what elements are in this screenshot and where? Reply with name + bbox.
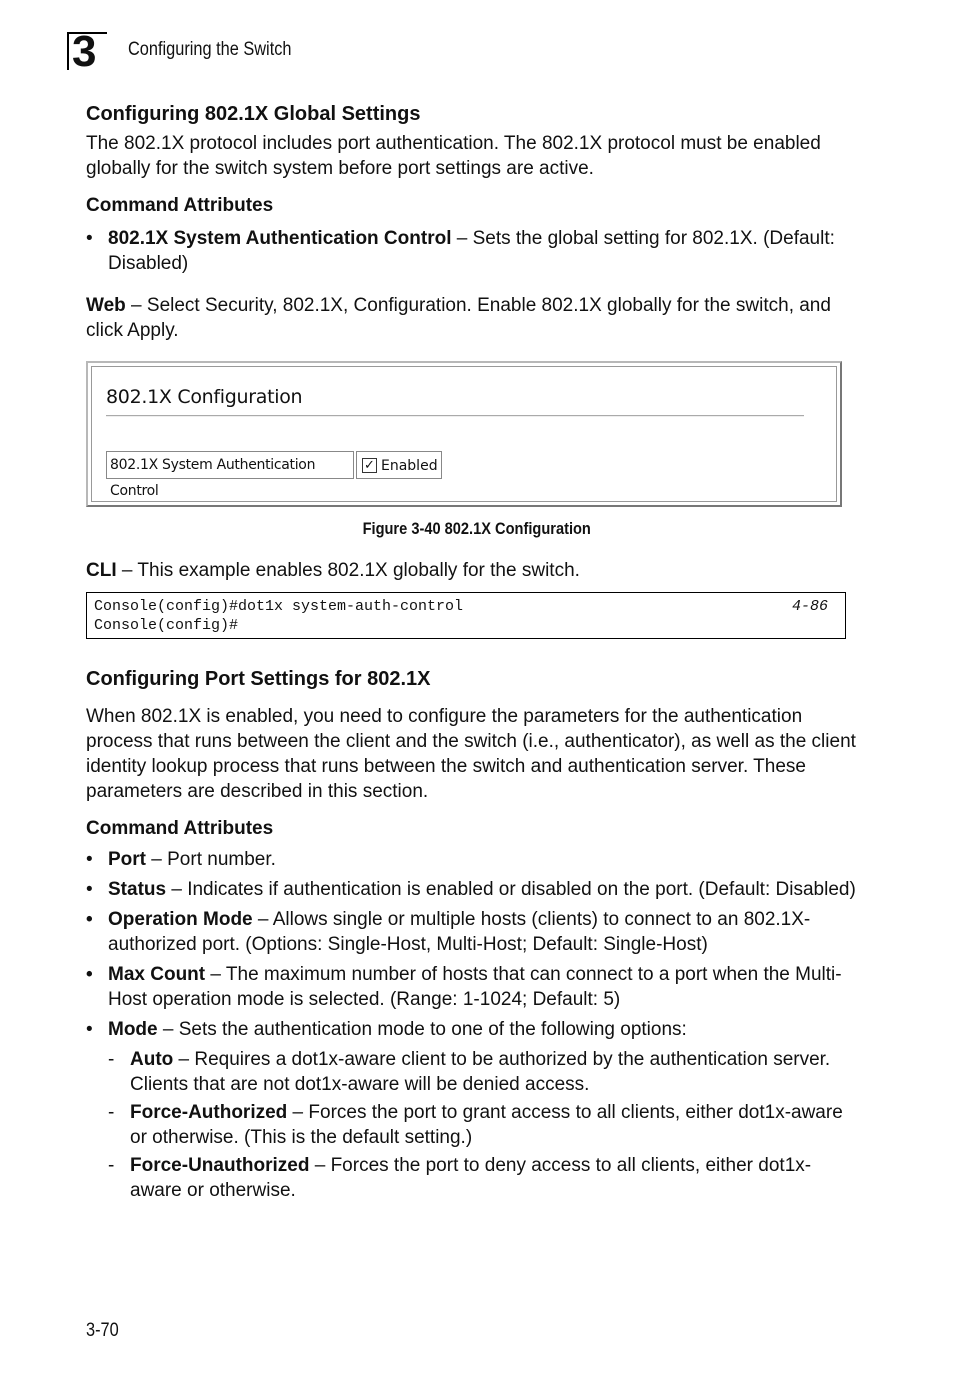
code-line: Console(config)# (94, 617, 239, 634)
panel-title: 802.1X Configuration (106, 386, 303, 408)
dash-marker: - (108, 1102, 115, 1123)
command-attributes-heading: Command Attributes (86, 195, 274, 216)
list-item (86, 1017, 856, 1042)
attribute-desc: – Port number. (146, 849, 276, 870)
dash-marker: - (108, 1155, 115, 1176)
bullet-icon: • (86, 879, 93, 900)
attribute-desc: – Sets the authentication mode to one of the following options: (157, 1019, 687, 1040)
attribute-term: 802.1X System Authentication Control (108, 228, 452, 249)
page-number: 3-70 (86, 1320, 119, 1341)
section-heading: Configuring Port Settings for 802.1X (86, 668, 431, 690)
list-item (86, 877, 856, 902)
bullet-icon: • (86, 1019, 93, 1040)
checkmark-icon: ✓ (364, 457, 375, 472)
dash-marker: - (108, 1049, 115, 1070)
cli-term: CLI (86, 560, 117, 581)
bullet-icon: • (86, 228, 93, 249)
attribute-desc: – Sets the global setting for 802.1X. (Default: Disabled) (108, 228, 835, 274)
attribute-list (86, 226, 856, 276)
list-item (86, 1047, 856, 1097)
section-global-settings (86, 101, 856, 343)
option-desc: – Forces the port to grant access to all clients, either dot1x-aware or otherwise. (This is the default setting.) (130, 1102, 843, 1148)
cli-intro (86, 558, 856, 583)
section-intro: When 802.1X is enabled, you need to configure the parameters for the authentication process that runs between the client and the switch (i.e., authenticator), as well as the client identity lookup process that runs between the switch and authentication server. These parameters are described in this section. (86, 706, 856, 802)
attribute-desc: – The maximum number of hosts that can connect to a port when the Multi-Host operation mode is selected. (Range: 1-1024; Default: 5) (108, 964, 842, 1010)
figure-screenshot-panel (86, 361, 842, 507)
list-item (86, 847, 856, 872)
list-item (86, 962, 856, 1012)
web-text: – Select Security, 802.1X, Configuration. Enable 802.1X globally for the switch, and click Apply. (86, 295, 831, 341)
web-term: Web (86, 295, 126, 316)
bullet-icon: • (86, 909, 93, 930)
command-reference: 4-86 (791, 598, 828, 615)
panel-divider (106, 415, 804, 417)
enabled-checkbox[interactable] (362, 458, 377, 473)
code-block (86, 592, 846, 639)
figure-frame (91, 366, 837, 502)
section-intro: The 802.1X protocol includes port authentication. The 802.1X protocol must be enabled globally for the switch system before port settings are active. (86, 133, 821, 179)
option-desc: – Forces the port to deny access to all clients, either dot1x-aware or otherwise. (130, 1155, 812, 1201)
section-port-settings (86, 666, 856, 1206)
attribute-term: Max Count (108, 964, 206, 985)
figure-caption: Figure 3-40 802.1X Configuration (362, 519, 592, 538)
mode-options-list (86, 1047, 856, 1203)
enabled-checkbox-cell[interactable] (356, 451, 442, 479)
checkbox-label: Enabled (381, 458, 438, 474)
command-attributes-heading: Command Attributes (86, 818, 274, 839)
attribute-desc: – Allows single or multiple hosts (clients) to connect to an 802.1X-authorized port. (Options: Single-Host, Multi-Host; Default: Single-Host) (108, 909, 811, 955)
attribute-desc: – Indicates if authentication is enabled or disabled on the port. (Default: Disabled) (166, 879, 856, 900)
field-label: 802.1X System Authentication Control (106, 451, 354, 479)
attribute-list (86, 847, 856, 1042)
bullet-icon: • (86, 849, 93, 870)
attribute-term: Mode (108, 1019, 158, 1040)
option-desc: – Requires a dot1x-aware client to be authorized by the authentication server. Clients that are not dot1x-aware will be denied access. (130, 1049, 831, 1095)
web-instructions (86, 293, 856, 343)
option-term: Auto (130, 1049, 174, 1070)
attribute-term: Port (108, 849, 146, 870)
option-term: Force-Authorized (130, 1102, 288, 1123)
bullet-icon: • (86, 964, 93, 985)
list-item (86, 1153, 856, 1203)
chapter-number: 3 (72, 27, 97, 76)
list-item (86, 907, 856, 957)
list-item (86, 226, 856, 276)
code-line: Console(config)#dot1x system-auth-control 4-86 (94, 598, 828, 615)
attribute-term: Status (108, 879, 167, 900)
running-title: Configuring the Switch (128, 39, 292, 60)
cli-text: – This example enables 802.1X globally for the switch. (116, 560, 580, 581)
section-heading: Configuring 802.1X Global Settings (86, 103, 421, 125)
attribute-term: Operation Mode (108, 909, 253, 930)
option-term: Force-Unauthorized (130, 1155, 310, 1176)
list-item (86, 1100, 856, 1150)
